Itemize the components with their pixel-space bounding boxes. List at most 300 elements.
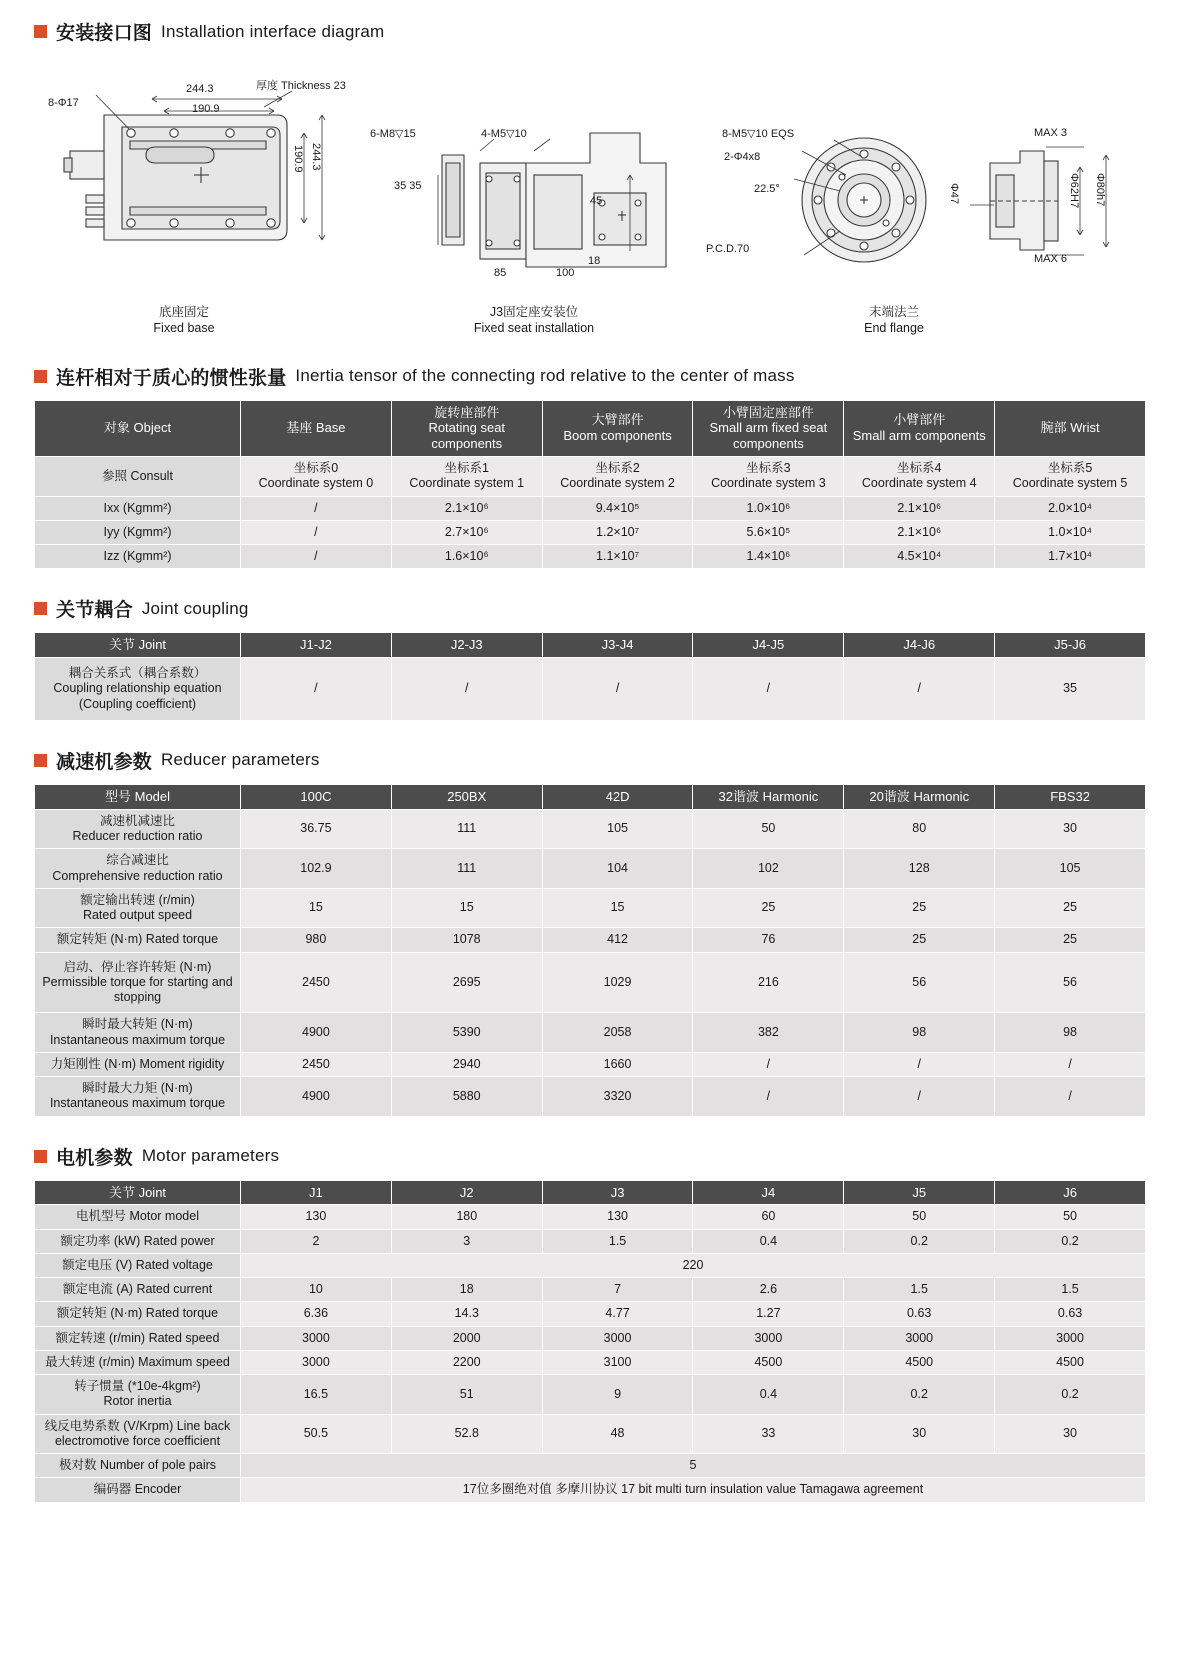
header-cn: 小臂固定座部件: [722, 404, 814, 420]
section-title-en: Inertia tensor of the connecting rod relative to the center of mass: [295, 366, 795, 385]
cell-r7-4: /: [844, 1077, 995, 1117]
table-row-consult: [35, 457, 1146, 497]
cell-cn: 坐标系2: [595, 461, 640, 476]
cell-r7-3: /: [693, 1077, 844, 1117]
dim-phi80h7: Φ80h7: [1094, 173, 1106, 207]
cell-izz-3: 1.4×10⁶: [693, 545, 844, 569]
cell-m4-4: 0.63: [844, 1302, 995, 1326]
cell-coupling-1: /: [391, 658, 542, 721]
label-line3: (Coupling coefficient): [78, 696, 197, 711]
header-cn: 旋转座部件: [434, 404, 500, 420]
table-header-row: [35, 633, 1146, 658]
label-en: Instantaneous maximum torque: [49, 1032, 226, 1047]
cell-m0-2: 130: [542, 1205, 693, 1229]
cell-cn: 坐标系3: [746, 461, 791, 476]
cell-m8-0: 50.5: [241, 1414, 392, 1454]
header-en: Joint: [138, 637, 167, 653]
cell-coupling-2: /: [542, 658, 693, 721]
label-en: Comprehensive reduction ratio: [52, 868, 223, 883]
cell-r5-1: 5390: [391, 1013, 542, 1053]
header-cn: 小臂部件: [893, 412, 946, 428]
cell-izz-4: 4.5×10⁴: [844, 545, 995, 569]
dim-max3: MAX 3: [1034, 127, 1068, 139]
row-label-ixx: Ixx (Kgmm²): [35, 496, 241, 520]
cell-r1-3: 102: [693, 849, 844, 889]
cell-r3-5: 25: [995, 928, 1146, 952]
header-j3-j4: J3-J4: [542, 633, 693, 658]
cell-m3-0: 10: [241, 1278, 392, 1302]
header-en: Object: [133, 420, 172, 436]
dim-max6: MAX 6: [1034, 253, 1068, 265]
cell-r1-0: 102.9: [241, 849, 392, 889]
section-heading-joint-coupling: [34, 595, 1146, 622]
label-en: Rated power: [143, 1233, 215, 1248]
table-header-row: [35, 1180, 1146, 1205]
header-j6: J6: [995, 1180, 1146, 1205]
cell-en: Coordinate system 5: [1012, 476, 1128, 491]
label-cn: 减速机减速比: [99, 813, 175, 828]
dim-100: 100: [556, 267, 575, 279]
cell-m7-3: 0.4: [693, 1375, 844, 1415]
cell-r2-5: 25: [995, 888, 1146, 928]
dim-45: 45: [590, 195, 603, 207]
cell-m3-1: 18: [391, 1278, 542, 1302]
cell-m7-2: 9: [542, 1375, 693, 1415]
cell-m7-1: 51: [391, 1375, 542, 1415]
dim-pcd: P.C.D.70: [706, 243, 750, 255]
section-bullet-icon: [34, 754, 47, 767]
table-row-iyy: [35, 520, 1146, 544]
row-label-coupling: [35, 658, 241, 721]
header-fbs32: FBS32: [995, 784, 1146, 809]
cell-r3-3: 76: [693, 928, 844, 952]
table-row-motor-model: [35, 1205, 1146, 1229]
cell-r7-0: 4900: [241, 1077, 392, 1117]
cell-m1-4: 0.2: [844, 1229, 995, 1253]
cell-r1-2: 104: [542, 849, 693, 889]
cell-consult-1: [391, 457, 542, 497]
cell-r6-5: /: [995, 1052, 1146, 1076]
section-title-en: Installation interface diagram: [161, 21, 385, 41]
table-row-rated-torque: [35, 928, 1146, 952]
section-bullet-icon: [34, 370, 47, 383]
cell-r0-3: 50: [693, 809, 844, 849]
cell-r0-2: 105: [542, 809, 693, 849]
dim-4-m5: 4-M5▽10: [481, 128, 527, 140]
label-en: Instantaneous maximum torque: [49, 1096, 226, 1111]
label-cn: 额定功率 (kW): [60, 1233, 141, 1248]
cell-en: Coordinate system 0: [258, 476, 374, 491]
caption-cn: J3固定座安装位: [489, 305, 579, 319]
label-en: Number of pole pairs: [99, 1458, 217, 1473]
cell-izz-5: 1.7×10⁴: [995, 545, 1146, 569]
header-j3: J3: [542, 1180, 693, 1205]
label-cn: 额定输出转速 (r/min): [80, 892, 195, 907]
joint-coupling-table: [34, 632, 1146, 721]
cell-m3-3: 2.6: [693, 1278, 844, 1302]
cell-m4-5: 0.63: [995, 1302, 1146, 1326]
header-j5: J5: [844, 1180, 995, 1205]
label-cn: 极对数: [58, 1458, 97, 1473]
header-joint: [35, 1180, 241, 1205]
table-row-rated-output-speed: [35, 888, 1146, 928]
cell-r5-0: 4900: [241, 1013, 392, 1053]
cell-r7-1: 5880: [391, 1077, 542, 1117]
header-j1-j2: J1-J2: [241, 633, 392, 658]
header-small-arm: [844, 400, 995, 457]
cell-m1-0: 2: [241, 1229, 392, 1253]
cell-r2-3: 25: [693, 888, 844, 928]
caption-en: Fixed base: [153, 321, 215, 336]
row-label-encoder: [35, 1478, 241, 1502]
table-row-reduction-ratio: [35, 809, 1146, 849]
cell-ixx-4: 2.1×10⁶: [844, 496, 995, 520]
cell-m6-0: 3000: [241, 1350, 392, 1374]
dim-thickness: 厚度 Thickness 23: [256, 80, 346, 92]
cell-m6-1: 2200: [391, 1350, 542, 1374]
section-title-en: Joint coupling: [141, 598, 249, 618]
cell-m0-4: 50: [844, 1205, 995, 1229]
section-title-cn: 安装接口图: [56, 23, 153, 44]
cell-r2-0: 15: [241, 888, 392, 928]
cell-consult-2: [542, 457, 693, 497]
section-title-en: Reducer parameters: [161, 750, 320, 770]
header-en: Wrist: [1070, 420, 1100, 436]
header-250bx: 250BX: [391, 784, 542, 809]
header-cn: 关节: [108, 637, 135, 653]
cell-r1-5: 105: [995, 849, 1146, 889]
section-heading-reducer: [34, 747, 1146, 774]
label-en: Rated output speed: [82, 908, 193, 923]
dim-2-phi4x8: 2-Φ4x8: [724, 151, 761, 163]
dim-190-9-side: 190.9: [292, 145, 304, 173]
section-heading-inertia: [34, 363, 1146, 390]
row-label-max-speed: [35, 1350, 241, 1374]
cell-m1-2: 1.5: [542, 1229, 693, 1253]
section-title-en: Motor parameters: [141, 1146, 280, 1166]
caption-en: Fixed seat installation: [473, 321, 595, 336]
row-label-consult: [35, 457, 241, 497]
label-cn: 参照: [102, 468, 128, 483]
dim-85: 85: [494, 267, 507, 279]
header-en: Small arm components: [852, 428, 986, 444]
table-row-moment-rigidity: [35, 1052, 1146, 1076]
cell-m5-5: 3000: [995, 1326, 1146, 1350]
cell-cn: 坐标系4: [897, 461, 942, 476]
cell-coupling-5: 35: [995, 658, 1146, 721]
cell-m8-3: 33: [693, 1414, 844, 1454]
row-label-rated-torque: 额定转矩 (N·m) Rated torque: [35, 928, 241, 952]
header-j2-j3: J2-J3: [391, 633, 542, 658]
section-bullet-icon: [34, 1150, 47, 1163]
motor-table: [34, 1180, 1146, 1503]
dim-angle: 22.5°: [754, 183, 780, 195]
cell-r0-0: 36.75: [241, 809, 392, 849]
dim-244-3-side: 244.3: [310, 143, 322, 171]
header-base: [241, 400, 392, 457]
cell-m0-5: 50: [995, 1205, 1146, 1229]
cell-m4-3: 1.27: [693, 1302, 844, 1326]
label-cn: 瞬时最大转矩 (N·m): [82, 1017, 193, 1032]
reducer-table: [34, 784, 1146, 1117]
cell-m6-2: 3100: [542, 1350, 693, 1374]
header-en: Rotating seat components: [428, 420, 506, 452]
cell-coupling-3: /: [693, 658, 844, 721]
label-cn: 启动、停止容许转矩 (N·m): [63, 959, 212, 974]
label-en: Reducer reduction ratio: [72, 829, 203, 844]
header-cn: 腕部: [1040, 420, 1067, 436]
cell-ixx-0: /: [241, 496, 392, 520]
table-row-motor-rated-torque: [35, 1302, 1146, 1326]
row-label-instant-max-torque: [35, 1013, 241, 1053]
installation-diagram: [34, 55, 1146, 300]
cell-consult-3: [693, 457, 844, 497]
cell-ixx-2: 9.4×10⁵: [542, 496, 693, 520]
row-label-rated-output-speed: [35, 888, 241, 928]
label-cn: 线反电势系数 (V/Krpm) Line back: [44, 1418, 231, 1433]
caption-fixed-base: [34, 304, 334, 337]
cell-m8-5: 30: [995, 1414, 1146, 1454]
cell-r5-5: 98: [995, 1013, 1146, 1053]
cell-r0-5: 30: [995, 809, 1146, 849]
cell-consult-4: [844, 457, 995, 497]
section-heading-motor: [34, 1143, 1146, 1170]
cell-m4-1: 14.3: [391, 1302, 542, 1326]
cell-en: Coordinate system 4: [861, 476, 977, 491]
row-label-instant-max-moment: [35, 1077, 241, 1117]
cell-m4-2: 4.77: [542, 1302, 693, 1326]
cell-coupling-4: /: [844, 658, 995, 721]
header-cn: 基座: [286, 420, 313, 436]
cell-m0-3: 60: [693, 1205, 844, 1229]
label-cn: 转子惯量 (*10e-4kgm²): [74, 1379, 201, 1394]
cell-r6-4: /: [844, 1052, 995, 1076]
label-en: Rated speed: [148, 1330, 220, 1345]
cell-r7-5: /: [995, 1077, 1146, 1117]
cell-r7-2: 3320: [542, 1077, 693, 1117]
label-en: Rated voltage: [135, 1257, 213, 1272]
row-label-pole-pairs: [35, 1454, 241, 1478]
cell-m3-5: 1.5: [995, 1278, 1146, 1302]
header-en: Base: [315, 420, 346, 436]
header-cn: 关节: [108, 1184, 135, 1200]
cell-izz-2: 1.1×10⁷: [542, 545, 693, 569]
cell-m5-4: 3000: [844, 1326, 995, 1350]
table-row-max-speed: [35, 1350, 1146, 1374]
cell-m4-0: 6.36: [241, 1302, 392, 1326]
cell-cn: 坐标系1: [444, 461, 489, 476]
label-cn: 瞬时最大力矩 (N·m): [82, 1081, 193, 1096]
inertia-table: [34, 400, 1146, 570]
cell-r6-2: 1660: [542, 1052, 693, 1076]
cell-r3-0: 980: [241, 928, 392, 952]
row-label-motor-rated-torque: [35, 1302, 241, 1326]
table-row-rated-power: [35, 1229, 1146, 1253]
header-42d: 42D: [542, 784, 693, 809]
cell-en: Coordinate system 2: [560, 476, 675, 491]
section-bullet-icon: [34, 25, 47, 38]
header-object: [35, 400, 241, 457]
cell-ixx-1: 2.1×10⁶: [391, 496, 542, 520]
cell-r4-3: 216: [693, 952, 844, 1013]
cell-r1-4: 128: [844, 849, 995, 889]
header-rotating-seat: [391, 400, 542, 457]
section-title-cn: 减速机参数: [56, 751, 153, 773]
dim-phi62h7: Φ62H7: [1068, 173, 1080, 209]
header-j2: J2: [391, 1180, 542, 1205]
cell-m5-1: 2000: [391, 1326, 542, 1350]
section-bullet-icon: [34, 602, 47, 615]
label-cn: 综合减速比: [106, 853, 169, 868]
header-j5-j6: J5-J6: [995, 633, 1146, 658]
header-j4-j5: J4-J5: [693, 633, 844, 658]
section-title-cn: 连杆相对于质心的惯性张量: [56, 367, 287, 389]
section-heading-installation: [34, 18, 1146, 45]
table-header-row: [35, 784, 1146, 809]
cell-coupling-0: /: [241, 658, 392, 721]
section-title-cn: 关节耦合: [56, 600, 133, 622]
diagram-captions: [34, 304, 1146, 337]
cell-cn: 坐标系0: [293, 461, 339, 476]
cell-ixx-5: 2.0×10⁴: [995, 496, 1146, 520]
cell-r1-1: 111: [391, 849, 542, 889]
table-row-back-emf: [35, 1414, 1146, 1454]
dim-18: 18: [588, 255, 601, 267]
cell-en: Coordinate system 3: [711, 476, 826, 491]
cell-iyy-1: 2.7×10⁶: [391, 520, 542, 544]
label-line2: Coupling relationship equation: [53, 681, 222, 696]
header-j1: J1: [241, 1180, 392, 1205]
label-cn: 电机型号: [76, 1209, 127, 1224]
row-label-izz: Izz (Kgmm²): [35, 545, 241, 569]
row-label-iyy: Iyy (Kgmm²): [35, 520, 241, 544]
label-en: Motor model: [129, 1209, 199, 1224]
label-en: Consult: [130, 468, 173, 483]
cell-m3-4: 1.5: [844, 1278, 995, 1302]
cell-m5-3: 3000: [693, 1326, 844, 1350]
table-row-ixx: [35, 496, 1146, 520]
caption-en: End flange: [864, 321, 924, 336]
cell-m0-1: 180: [391, 1205, 542, 1229]
header-20harmonic: 20谐波 Harmonic: [844, 784, 995, 809]
cell-m5-2: 3000: [542, 1326, 693, 1350]
dim-phi47: Φ47: [948, 183, 960, 205]
header-32harmonic: 32谐波 Harmonic: [693, 784, 844, 809]
dim-190-9-top: 190.9: [192, 103, 220, 115]
label-cn: 额定转矩 (N·m): [56, 1306, 143, 1321]
cell-m7-4: 0.2: [844, 1375, 995, 1415]
row-label-permissible-torque: [35, 952, 241, 1013]
cell-m0-0: 130: [241, 1205, 392, 1229]
cell-m10-span: 17位多圈绝对值 多摩川协议 17 bit multi turn insulation value Tamagawa agreement: [241, 1478, 1146, 1502]
header-small-arm-fixed-seat: [693, 400, 844, 457]
cell-iyy-3: 5.6×10⁵: [693, 520, 844, 544]
header-en: Model: [134, 788, 171, 804]
header-cn: 大臂部件: [591, 412, 644, 428]
row-label-motor-model: [35, 1205, 241, 1229]
label-en: Rotor inertia: [103, 1394, 172, 1409]
cell-izz-0: /: [241, 545, 392, 569]
cell-r6-0: 2450: [241, 1052, 392, 1076]
header-model: [35, 784, 241, 809]
table-row-permissible-torque: [35, 952, 1146, 1013]
dim-8-m5-eqs: 8-M5▽10 EQS: [722, 128, 795, 140]
cell-r3-4: 25: [844, 928, 995, 952]
cell-en: Coordinate system 1: [409, 476, 525, 491]
label-en: Encoder: [134, 1482, 182, 1497]
caption-end-flange: [734, 304, 1054, 337]
row-label-back-emf: [35, 1414, 241, 1454]
header-en: Small arm fixed seat components: [709, 420, 828, 452]
cell-r2-4: 25: [844, 888, 995, 928]
cell-consult-5: [995, 457, 1146, 497]
cell-r2-2: 15: [542, 888, 693, 928]
cell-m7-5: 0.2: [995, 1375, 1146, 1415]
table-row-comprehensive-ratio: [35, 849, 1146, 889]
header-cn: 型号: [104, 788, 131, 804]
table-header-row: [35, 400, 1146, 457]
caption-cn: 末端法兰: [868, 305, 919, 319]
cell-iyy-0: /: [241, 520, 392, 544]
table-row-instant-max-moment: [35, 1077, 1146, 1117]
table-row-izz: [35, 545, 1146, 569]
label-line1: 耦合关系式（耦合系数）: [68, 666, 207, 681]
cell-r3-2: 412: [542, 928, 693, 952]
table-row-pole-pairs: [35, 1454, 1146, 1478]
label-en: Maximum speed: [138, 1354, 230, 1369]
table-row-rated-voltage: [35, 1253, 1146, 1277]
cell-m6-5: 4500: [995, 1350, 1146, 1374]
cell-m6-4: 4500: [844, 1350, 995, 1374]
section-title-cn: 电机参数: [56, 1147, 133, 1169]
cell-m5-0: 3000: [241, 1326, 392, 1350]
table-row-rotor-inertia: [35, 1375, 1146, 1415]
cell-m3-2: 7: [542, 1278, 693, 1302]
dim-6-m8: 6-M8▽15: [370, 128, 416, 140]
cell-r4-2: 1029: [542, 952, 693, 1013]
cell-r5-4: 98: [844, 1013, 995, 1053]
dim-244-3-top: 244.3: [186, 83, 214, 95]
cell-cn: 坐标系5: [1047, 461, 1093, 476]
cell-consult-0: [241, 457, 392, 497]
row-label-moment-rigidity: 力矩刚性 (N·m) Moment rigidity: [35, 1052, 241, 1076]
table-row-coupling: [35, 658, 1146, 721]
row-label-rotor-inertia: [35, 1375, 241, 1415]
header-j4: J4: [693, 1180, 844, 1205]
dim-8-phi17: 8-Φ17: [48, 97, 79, 109]
label-en: electromotive force coefficient: [54, 1433, 221, 1448]
cell-m8-1: 52.8: [391, 1414, 542, 1454]
cell-r4-5: 56: [995, 952, 1146, 1013]
caption-cn: 底座固定: [158, 305, 209, 319]
cell-m1-1: 3: [391, 1229, 542, 1253]
caption-fixed-seat: [334, 304, 734, 337]
row-label-reduction-ratio: [35, 809, 241, 849]
header-j4-j6: J4-J6: [844, 633, 995, 658]
cell-r5-3: 382: [693, 1013, 844, 1053]
cell-m2-span: 220: [241, 1253, 1146, 1277]
row-label-rated-power: [35, 1229, 241, 1253]
cell-iyy-4: 2.1×10⁶: [844, 520, 995, 544]
cell-m8-2: 48: [542, 1414, 693, 1454]
header-joint: [35, 633, 241, 658]
cell-m7-0: 16.5: [241, 1375, 392, 1415]
cell-m9-span: 5: [241, 1454, 1146, 1478]
header-boom: [542, 400, 693, 457]
cell-r4-0: 2450: [241, 952, 392, 1013]
row-label-rated-voltage: [35, 1253, 241, 1277]
cell-r0-4: 80: [844, 809, 995, 849]
